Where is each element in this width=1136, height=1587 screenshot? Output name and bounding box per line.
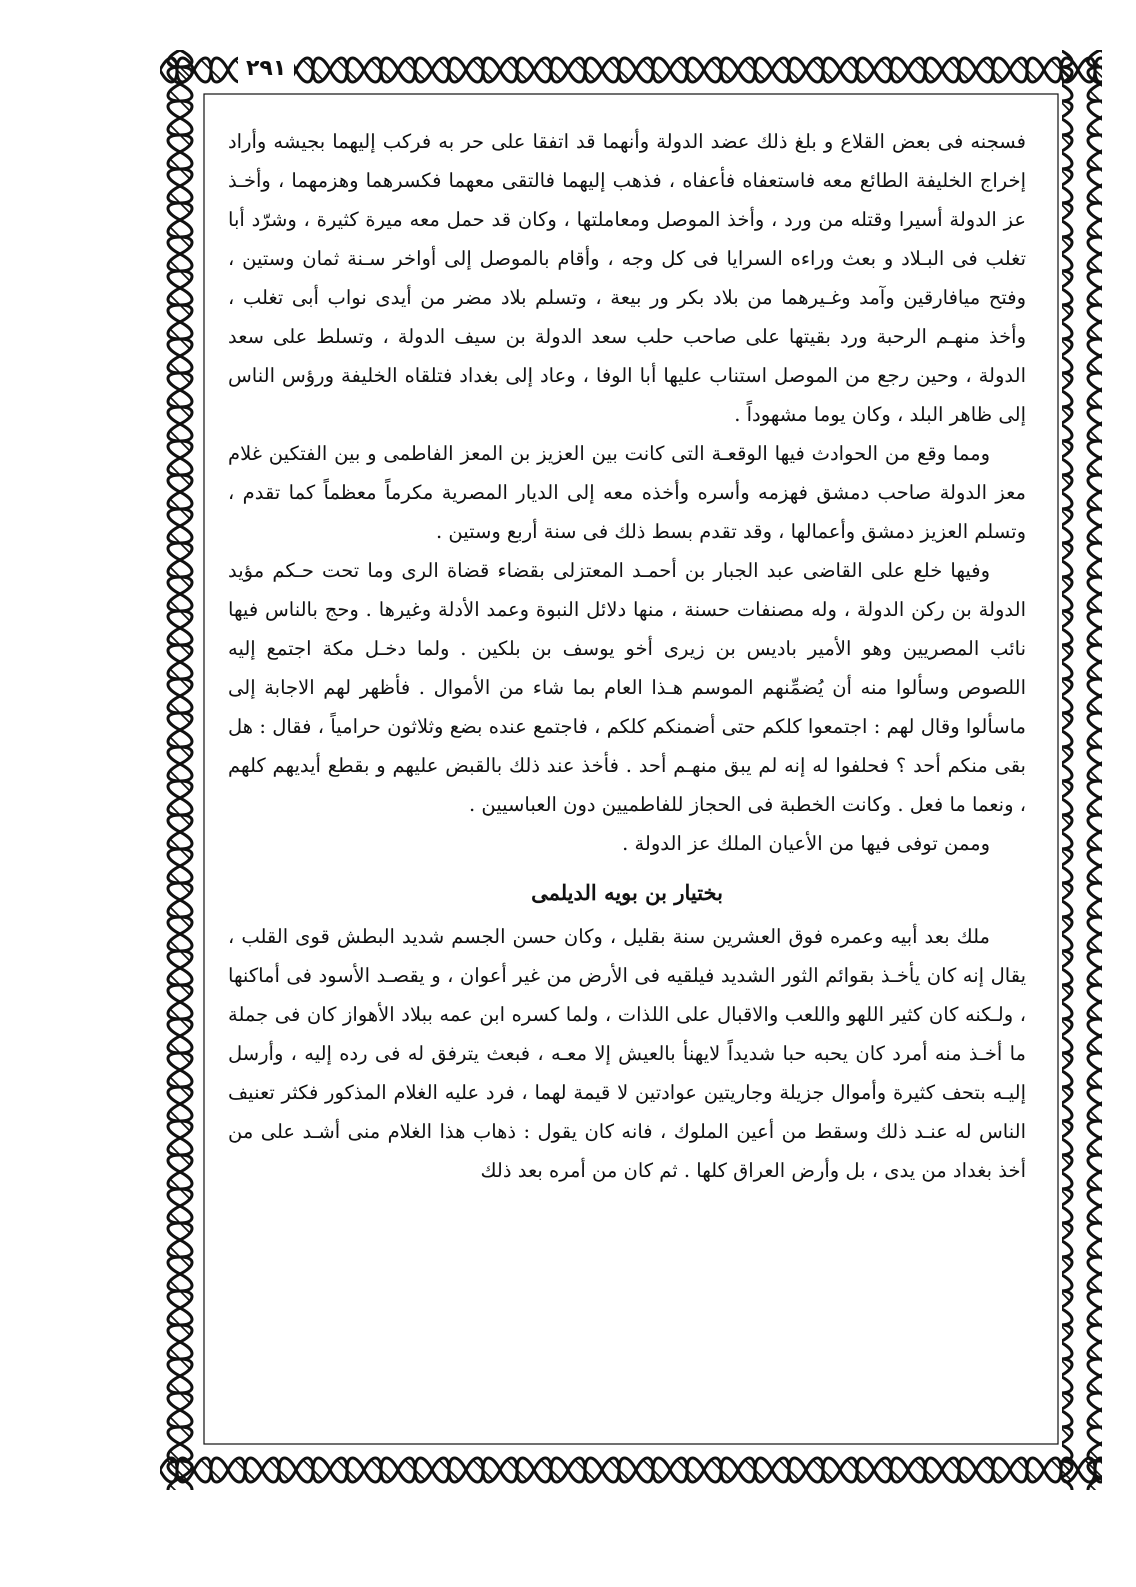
page-body <box>228 122 1026 1432</box>
section-heading: بختيار بن بويه الديلمى <box>531 880 723 905</box>
page-number: ٢٩١ <box>238 52 294 86</box>
paragraph: ومما وقع من الحوادث فيها الوقعـة التى كانت بين العزيز بن المعز الفاطمى و بين الفتكين غلام معز الدولة صاحب دمشق فهزمه وأسره وأخذه معه إلى الديار المصرية مكرماً معظماً كما تقدم ، وتسلم العزيز دمشق وأعمالها ، وقد تقدم بسط ذلك فى سنة أربع وستين . <box>228 442 1026 543</box>
paragraph: وفيها خلع على القاضى عبد الجبار بن أحمـد المعتزلى بقضاء قضاة الرى وما تحت حـكم مؤيد الدولة بن ركن الدولة ، وله مصنفات حسنة ، منها دلائل النبوة وعمد الأدلة وغيرها . وحج بالناس فيها نائب المصريين وهو الأمير باديس بن زيرى أخو يوسف بن بلكين . ولما دخـل مكة اجتمع إليه اللصوص وسألوا منه أن يُضمِّنهم الموسم هـذا العام بما شاء من الأموال . فأظهر لهم الاجابة إلى ماسألوا وقال لهم : اجتمعوا كلكم حتى أضمنكم كلكم ، فاجتمع عنده بضع وثلاثون حرامياً ، فقال : هل بقى منكم أحد ؟ فحلفوا له إنه لم يبق منهـم أحد . فأخذ عند ذلك بالقبض عليهم و بقطع أيديهم كلهم ، ونعما ما فعل . وكانت الخطبة فى الحجاز للفاطميين دون العباسيين . <box>228 559 1026 816</box>
paragraph: فسجنه فى بعض القلاع و بلغ ذلك عضد الدولة وأنهما قد اتفقا على حر به فركب إليهما بجيشه وأراد إخراج الخليفة الطائع معه فاستعفاه فأعفاه ، فذهب إليهما فالتقى معهما فكسرهما وهزمهما ، وأخـذ عز الدولة أسيرا وقتله من ورد ، وأخذ الموصل ومعاملتها ، وكان قد حمل معه ميرة كثيرة ، وشرّد أبا تغلب فى البـلاد و بعث وراءه السرايا فى كل وجه ، وأقام بالموصل إلى أواخر سـنة ثمان وستين ، وفتح ميافارقين وآمد وغـيرهما من بلاد بكر ور بيعة ، وتسلم بلاد مضر من أيدى نواب أبى تغلب ، وأخذ منهـم الرحبة ورد بقيتها على صاحب حلب سعد الدولة بن سيف الدولة ، وتسلط على سعد الدولة ، وحين رجع من الموصل استناب عليها أبا الوفا ، وعاد إلى بغداد فتلقاه الخليفة ورؤس الناس إلى ظاهر البلد ، وكان يوما مشهوداً . <box>228 130 1026 426</box>
paragraph: ملك بعد أبيه وعمره فوق العشرين سنة بقليل ، وكان حسن الجسم شديد البطش قوى القلب ، يقال إنه كان يأخـذ بقوائم الثور الشديد فيلقيه فى الأرض من غير أعوان ، و يقصـد الأسود فى أماكنها ، ولـكنه كان كثير اللهو واللعب والاقبال على اللذات ، ولما كسره ابن عمه ببلاد الأهواز كان فى جملة ما أخـذ منه أمرد كان يحبه حبا شديداً لايهنأ بالعيش إلا معـه ، فبعث يترفق له فى رده إليه ، وأرسل إليـه بتحف كثيرة وأموال جزيلة وجاريتين عوادتين لا قيمة لهما ، فرد عليه الغلام المذكور فكثر تعنيف الناس له عنـد ذلك وسقط من أعين الملوك ، فانه كان يقول : ذهاب هذا الغلام منى أشـد على من أخذ بغداد من يدى ، بل وأرض العراق كلها . ثم كان من أمره بعد ذلك <box>228 925 1026 1182</box>
paragraph: وممن توفى فيها من الأعيان الملك عز الدولة . <box>622 832 990 855</box>
